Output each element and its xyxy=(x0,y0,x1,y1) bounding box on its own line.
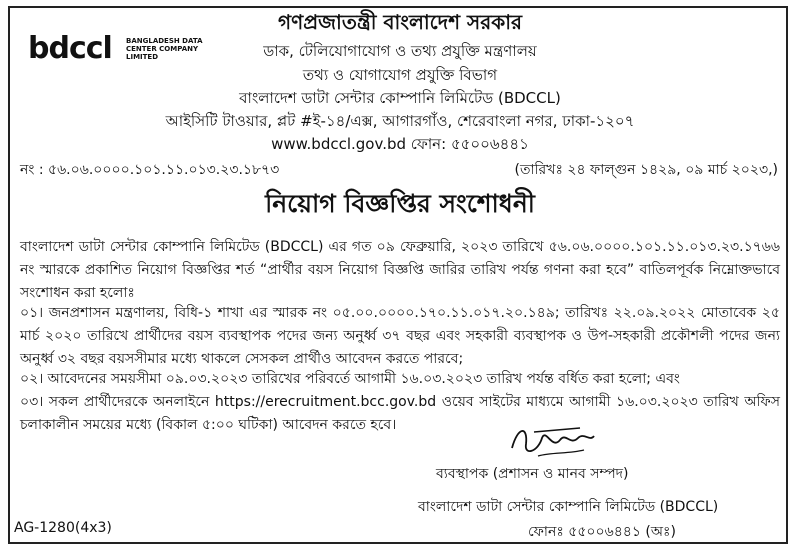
ad-code: AG-1280(4x3) xyxy=(14,520,112,536)
memo-reference: নং : ৫৬.০৬.০০০০.১০১.১১.০১৩.২৩.১৮৭৩ xyxy=(20,162,280,178)
ministry-name: ডাক, টেলিযোগাযোগ ও তথ্য প্রযুক্তি মন্ত্রণালয় xyxy=(263,42,537,60)
memo-date: (তারিখঃ ২৪ ফাল্গুন ১৪২৯, ০৯ মার্চ ২০২৩,) xyxy=(514,162,778,178)
company-address: আইসিটি টাওয়ার, প্লট #ই-১৪/এক্স, আগারগাঁও, শেরেবাংলা নগর, ঢাকা-১২০৭ xyxy=(165,112,635,130)
body-item-2: ০২। আবেদনের সময়সীমা ০৯.০৩.২০২৩ তারিখের পরিবর্তে আগামী ১৬.০৩.২০২৩ তারিখ পর্যন্ত বর্ধিত করা হলো; এবং xyxy=(20,371,680,387)
handwritten-signature xyxy=(508,418,598,462)
signatory-designation: ব্যবস্থাপক (প্রশাসন ও মানব সম্পদ) xyxy=(436,466,629,482)
signatory-phone: ফোনঃ ৫৫০০৬৪৪১ (অঃ) xyxy=(528,524,676,540)
company-name: বাংলাদেশ ডাটা সেন্টার কোম্পানি লিমিটেড (BDCCL) xyxy=(239,89,561,107)
division-name: তথ্য ও যোগাযোগ প্রযুক্তি বিভাগ xyxy=(302,66,498,84)
body-item-1: ০১। জনপ্রশাসন মন্ত্রণালয়, বিধি-১ শাখা এর স্মারক নং ০৫.০০.০০০০.১৭০.১১.০১৭.২০.১৪৯; তারিখঃ ২২.০৯.২০২২ মোতাবেক ২৫ মার্চ ২০২০ তারিখে প্রার্থীদের বয়স ব্যবস্থাপক পদের জন্য অনুর্ধ্ব ৩৭ বছর এবং সহকারী ব্যবস্থাপক ও উপ-সহকারী প্রকৌশলী পদের জন্য অনুর্ধ্ব ৩২ বছর বয়সসীমার মধ্যে থাকলে সেসকল প্রার্থীও আবেদন করতে পারবে; xyxy=(20,305,780,367)
signatory-company: বাংলাদেশ ডাটা সেন্টার কোম্পানি লিমিটেড (BDCCL) xyxy=(418,499,719,515)
body-item-3: ০৩। সকল প্রার্থীদেরকে অনলাইনে https://erecruitment.bcc.gov.bd ওয়েব সাইটের মাধ্যমে আগামী ১৬.০৩.২০২৩ তারিখ অফিস চলাকালীন সময়ের মধ্যে (বিকাল ৫:০০ ঘটিকা) আবেদন করতে হবে। xyxy=(20,394,780,433)
logo-mark: bdccl xyxy=(28,31,112,66)
notice-title: নিয়োগ বিজ্ঞপ্তির সংশোধনী xyxy=(265,189,535,218)
body-paragraph-intro: বাংলাদেশ ডাটা সেন্টার কোম্পানি লিমিটেড (BDCCL) এর গত ০৯ ফেব্রুয়ারি, ২০২৩ তারিখে ৫৬.০৬.০০০০.১০১.১১.০১৩.২৩.১৭৬৬ নং স্মারকে প্রকাশিত নিয়োগ বিজ্ঞপ্তির শর্ত “প্রার্থীর বয়স নিয়োগ বিজ্ঞপ্তি জারির তারিখ পর্যন্ত গণনা করা হবে” বাতিলপূর্বক নিম্নোক্তভাবে সংশোধন করা হলোঃ xyxy=(20,239,780,301)
government-title: গণপ্রজাতন্ত্রী বাংলাদেশ সরকার xyxy=(278,10,522,34)
logo-text: BANGLADESH DATA CENTER COMPANY LIMITED xyxy=(126,37,203,61)
web-and-phone: www.bdccl.gov.bd ফোন: ৫৫০০৬৪৪১ xyxy=(271,135,529,153)
